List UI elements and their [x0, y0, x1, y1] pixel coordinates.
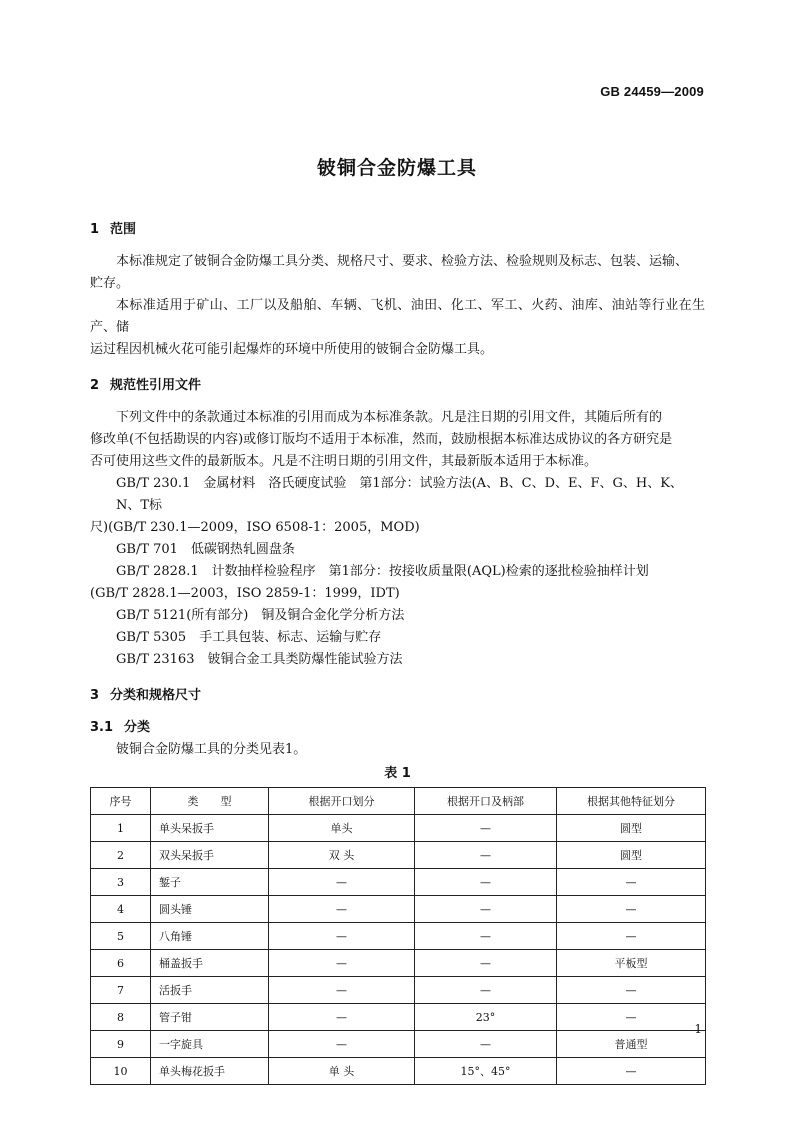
table-cell: 10	[91, 1058, 151, 1085]
table-row	[91, 842, 706, 869]
paragraph: 铍铜合金防爆工具的分类见表1。	[116, 742, 307, 757]
section-1-heading	[90, 219, 705, 241]
table-cell: —	[415, 923, 557, 950]
table-cell: —	[557, 923, 706, 950]
table-cell: —	[415, 815, 557, 842]
paragraph: 下列文件中的条款通过本标准的引用而成为本标准条款。凡是注日期的引用文件，其随后所有的	[116, 410, 663, 425]
section-number: 3	[90, 688, 100, 703]
table-cell: 圆型	[557, 815, 706, 842]
table-cell: 一字旋具	[151, 1031, 269, 1058]
reference-item: GB/T 5305 手工具包装、标志、运输与贮存	[116, 630, 382, 645]
table-cell: 6	[91, 950, 151, 977]
document-title: 铍铜合金防爆工具	[316, 157, 477, 179]
table-cell: 单 头	[269, 1058, 415, 1085]
table-cell: 桶盖扳手	[151, 950, 269, 977]
table-cell: —	[415, 977, 557, 1004]
table-cell: —	[415, 950, 557, 977]
section-number: 2	[90, 378, 100, 393]
table-cell: —	[557, 896, 706, 923]
table-cell: —	[557, 869, 706, 896]
reference-item: GB/T 5121(所有部分) 铜及铜合金化学分析方法	[116, 608, 405, 623]
table-cell: —	[557, 977, 706, 1004]
table-cell: —	[415, 869, 557, 896]
paragraph-continuation: 运过程因机械火花可能引起爆炸的环境中所使用的铍铜合金防爆工具。	[90, 342, 494, 357]
table-cell: 八角锤	[151, 923, 269, 950]
table-header-row	[91, 788, 706, 815]
table-cell: 圆型	[557, 842, 706, 869]
table-row	[91, 923, 706, 950]
table-cell: 23°	[415, 1004, 557, 1031]
table-cell: 7	[91, 977, 151, 1004]
table-cell: 活扳手	[151, 977, 269, 1004]
table-cell: 8	[91, 1004, 151, 1031]
column-header: 序号	[91, 788, 151, 815]
reference-item-continuation: (GB/T 2828.1—2003，ISO 2859-1：1999，IDT)	[90, 586, 400, 601]
column-header: 类 型	[151, 788, 269, 815]
table-cell: 2	[91, 842, 151, 869]
table-cell: 普通型	[557, 1031, 706, 1058]
paragraph: 本标准规定了铍铜合金防爆工具分类、规格尺寸、要求、检验方法、检验规则及标志、包装、运输、	[116, 254, 689, 269]
reference-item: GB/T 230.1 金属材料 洛氏硬度试验 第1部分：试验方法(A、B、C、D、E、F、G、H、K、N、T标	[116, 476, 683, 513]
table-cell: 单头呆扳手	[151, 815, 269, 842]
table-cell: 单头	[269, 815, 415, 842]
column-header: 根据开口划分	[269, 788, 415, 815]
table-cell: 4	[91, 896, 151, 923]
table-cell: 15°、45°	[415, 1058, 557, 1085]
table-cell: —	[269, 950, 415, 977]
paragraph: 本标准适用于矿山、工厂以及船舶、车辆、飞机、油田、化工、军工、火药、油库、油站等行业在生产、储	[90, 298, 705, 335]
table-cell: 双头呆扳手	[151, 842, 269, 869]
section-2-heading	[90, 375, 705, 397]
page-number: 1	[694, 1022, 702, 1036]
table-cell: —	[269, 1031, 415, 1058]
table-row	[91, 815, 706, 842]
table-cell: 单头梅花扳手	[151, 1058, 269, 1085]
table-cell: —	[269, 923, 415, 950]
reference-item-continuation: 尺)(GB/T 230.1—2009，ISO 6508-1：2005，MOD)	[90, 520, 420, 535]
subsection-number: 3.1	[90, 720, 114, 735]
table-cell: 錾子	[151, 869, 269, 896]
subsection-title: 分类	[124, 720, 151, 735]
table-cell: 3	[91, 869, 151, 896]
paragraph-continuation: 否可使用这些文件的最新版本。凡是不注明日期的引用文件，其最新版本适用于本标准。	[90, 454, 598, 469]
table-cell: —	[415, 1031, 557, 1058]
table-row	[91, 1004, 706, 1031]
classification-table	[90, 787, 706, 1085]
reference-item: GB/T 23163 铍铜合金工具类防爆性能试验方法	[116, 652, 403, 667]
table-caption: 表 1	[384, 766, 411, 781]
section-title: 分类和规格尺寸	[110, 688, 202, 703]
table-cell: 平板型	[557, 950, 706, 977]
table-cell: 圆头锤	[151, 896, 269, 923]
section-number: 1	[90, 222, 100, 237]
table-row	[91, 1031, 706, 1058]
column-header: 根据其他特征划分	[557, 788, 706, 815]
subsection-3-1-heading	[90, 717, 705, 739]
table-row	[91, 869, 706, 896]
table-cell: —	[269, 869, 415, 896]
table-cell: —	[269, 1004, 415, 1031]
table-row	[91, 1058, 706, 1085]
section-title: 规范性引用文件	[110, 378, 202, 393]
table-cell: —	[415, 896, 557, 923]
table-row	[91, 977, 706, 1004]
section-3-heading	[90, 685, 705, 707]
table-cell: —	[557, 1004, 706, 1031]
table-cell: 双 头	[269, 842, 415, 869]
table-cell: —	[269, 977, 415, 1004]
table-row	[91, 896, 706, 923]
table-cell: 9	[91, 1031, 151, 1058]
table-cell: —	[269, 896, 415, 923]
standard-code: GB 24459—2009	[600, 84, 704, 99]
table-cell: 1	[91, 815, 151, 842]
table-cell: 5	[91, 923, 151, 950]
table-row	[91, 950, 706, 977]
column-header: 根据开口及柄部	[415, 788, 557, 815]
document-body	[90, 219, 705, 1085]
table-cell: —	[415, 842, 557, 869]
section-title: 范围	[110, 222, 137, 237]
reference-item: GB/T 701 低碳钢热轧圆盘条	[116, 542, 295, 557]
table-cell: 管子钳	[151, 1004, 269, 1031]
table-cell: —	[557, 1058, 706, 1085]
paragraph-continuation: 贮存。	[90, 276, 130, 291]
reference-item: GB/T 2828.1 计数抽样检验程序 第1部分：按接收质量限(AQL)检索的逐批检验抽样计划	[116, 564, 649, 579]
paragraph-continuation: 修改单(不包括勘误的内容)或修订版均不适用于本标准，然而，鼓励根据本标准达成协议的各方研究是	[90, 432, 673, 447]
